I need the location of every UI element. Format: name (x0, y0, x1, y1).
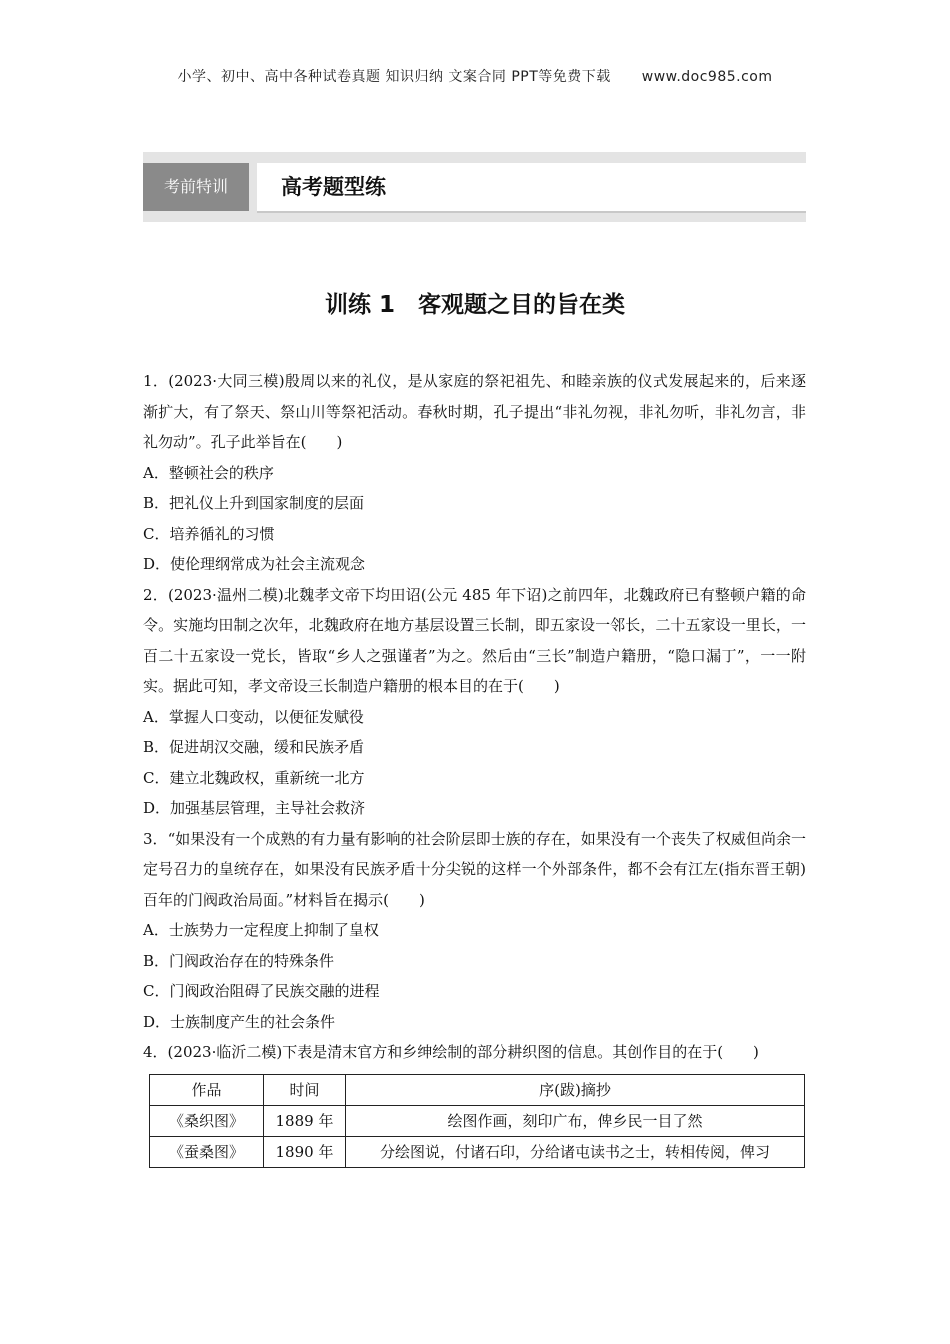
question-stem: 2．(2023·温州二模)北魏孝文帝下均田诏(公元 485 年下诏)之前四年，北魏政府已有整顿户籍的命令。实施均田制之次年，北魏政府在地方基层设置三长制，即五家设一邻长，二十五家设一里长，一百二十五家设一党长，皆取“乡人之强谨者”为之。然后由“三长”制造户籍册，“隐口漏丁”，一一附实。据此可知，孝文帝设三长制造户籍册的根本目的在于( ) (143, 585, 806, 695)
table-cell: 绘图作画，刻印广布，俾乡民一目了然 (346, 1105, 805, 1136)
section-banner (143, 152, 806, 222)
answer-option: A．整顿社会的秩序 (143, 463, 274, 482)
table-header-cell: 作品 (150, 1074, 264, 1105)
question-stem: 4．(2023·临沂二模)下表是清末官方和乡绅绘制的部分耕织图的信息。其创作目的在于( ) (143, 1043, 759, 1061)
banner-tag: 考前特训 (143, 163, 249, 211)
answer-option: C．门阀政治阻碍了民族交融的进程 (143, 982, 380, 1000)
answer-option: D．加强基层管理，主导社会救济 (143, 799, 366, 817)
table-header-cell: 时间 (264, 1074, 346, 1105)
painting-table (149, 1074, 805, 1168)
question-list (143, 366, 806, 1168)
page-title: 训练 1 客观题之目的旨在类 (324, 292, 625, 318)
banner-title-box (257, 163, 806, 213)
answer-option: C．建立北魏政权，重新统一北方 (143, 768, 365, 787)
answer-option: A．掌握人口变动，以便征发赋役 (143, 707, 364, 726)
table-cell: 1890 年 (264, 1136, 346, 1167)
answer-option: A．士族势力一定程度上抑制了皇权 (143, 921, 379, 939)
table-cell: 1889 年 (264, 1105, 346, 1136)
answer-option: C．培养循礼的习惯 (143, 524, 275, 543)
question-stem: 3．“如果没有一个成熟的有力量有影响的社会阶层即士族的存在，如果没有一个丧失了权威但尚余一定号召力的皇统存在，如果没有民族矛盾十分尖锐的这样一个外部条件，都不会有江左(指东晋王朝)百年的门阀政治局面。”材料旨在揭示( ) (143, 829, 806, 909)
answer-option: D．士族制度产生的社会条件 (143, 1012, 336, 1031)
answer-option: B．把礼仪上升到国家制度的层面 (143, 494, 365, 512)
answer-option: B．促进胡汉交融，缓和民族矛盾 (143, 738, 365, 756)
table-header-cell: 序(跋)摘抄 (346, 1074, 805, 1105)
table-cell: 分绘图说，付诸石印，分给诸屯读书之士，转相传阅，俾习 (346, 1136, 805, 1167)
banner-title: 高考题型练 (281, 174, 386, 199)
site-header (0, 66, 950, 86)
site-url[interactable]: www.doc985.com (641, 69, 773, 85)
table-row (150, 1105, 805, 1136)
question-stem: 1．(2023·大同三模)殷周以来的礼仪，是从家庭的祭祀祖先、和睦亲族的仪式发展起来的，后来逐渐扩大，有了祭天、祭山川等祭祀活动。春秋时期，孔子提出“非礼勿视，非礼勿听，非礼勿言，非礼勿动”。孔子此举旨在( ) (143, 372, 806, 451)
table-cell: 《桑织图》 (150, 1105, 264, 1136)
table-row (150, 1136, 805, 1167)
answer-option: D．使伦理纲常成为社会主流观念 (143, 555, 366, 573)
answer-option: B．门阀政治存在的特殊条件 (143, 951, 335, 970)
table-header-row (150, 1074, 805, 1105)
site-header-text: 小学、初中、高中各种试卷真题 知识归纳 文案合同 PPT等免费下载 (177, 69, 611, 85)
table-cell: 《蚕桑图》 (150, 1136, 264, 1167)
